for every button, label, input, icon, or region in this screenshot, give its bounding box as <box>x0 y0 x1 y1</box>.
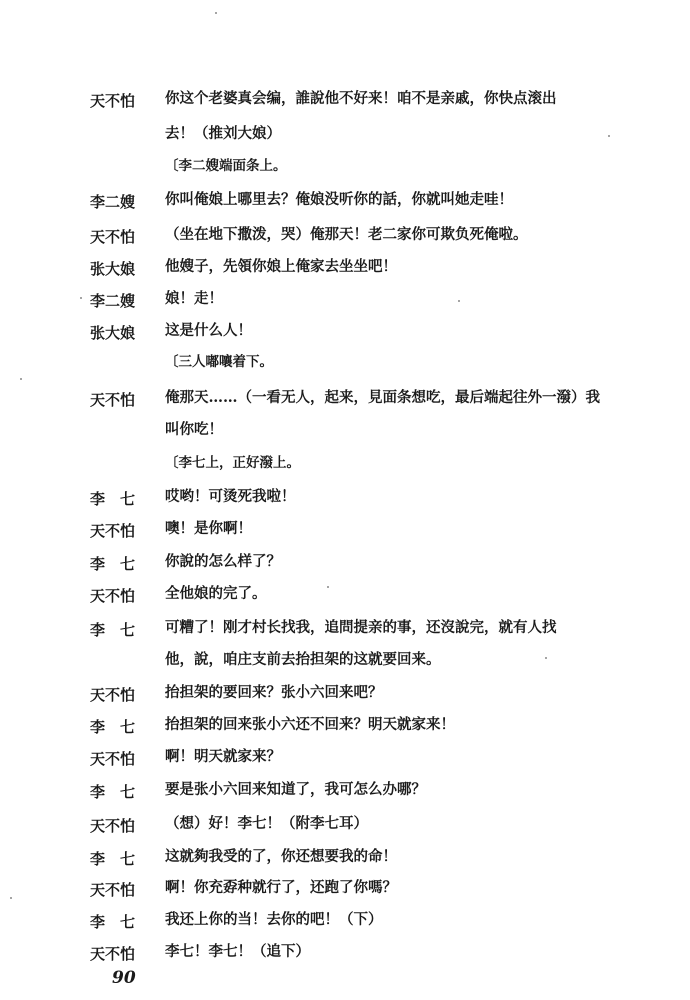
dialogue-line: 去！（推刘大娘） <box>165 125 281 142</box>
speaker-name: 李 七 <box>90 718 136 736</box>
scan-speck <box>327 586 329 588</box>
scan-speck <box>545 657 547 659</box>
speaker-name: 张大娘 <box>90 324 136 342</box>
speaker-name: 天不怕 <box>90 945 136 963</box>
speaker-name: 天不怕 <box>90 686 136 704</box>
speaker-name: 张大娘 <box>90 260 136 278</box>
dialogue-line: 抬担架的要回来？张小六回来吧？ <box>165 684 383 701</box>
speaker-name: 李二嫂 <box>90 193 136 211</box>
speaker-name: 李 七 <box>90 490 136 508</box>
dialogue-line: 噢！是你啊！ <box>165 520 252 537</box>
dialogue-line: 你說的怎么样了？ <box>165 553 281 570</box>
speaker-name: 李 七 <box>90 555 136 573</box>
dialogue-line: 啊！明天就家来？ <box>165 748 281 765</box>
dialogue-line: 娘！走！ <box>165 290 223 307</box>
dialogue-line: 你这个老婆真会编，誰說他不好来！咱不是亲戚，你快点滚出 <box>165 90 557 107</box>
speaker-name: 李二嫂 <box>90 292 136 310</box>
dialogue-line: （想）好！李七！（附李七耳） <box>165 815 368 832</box>
speaker-name: 李 七 <box>90 913 136 931</box>
speaker-name: 天不怕 <box>90 817 136 835</box>
scan-speck <box>458 300 460 302</box>
dialogue-line: 哎哟！可烫死我啦！ <box>165 488 296 505</box>
scan-speck <box>10 897 12 899</box>
speaker-name: 天不怕 <box>90 881 136 899</box>
dialogue-line: 啊！你充孬种就行了，还跑了你嗎？ <box>165 879 397 896</box>
speaker-name: 天不怕 <box>90 522 136 540</box>
stage-direction-text: 〔李二嫂端面条上。 <box>165 158 287 174</box>
dialogue-line: 李七！李七！（追下） <box>165 943 310 960</box>
speaker-name: 天不怕 <box>90 391 136 409</box>
dialogue-line: 抬担架的回来张小六还不回来？明天就家来！ <box>165 716 455 733</box>
dialogue-line: 这就夠我受的了，你还想要我的命！ <box>165 848 397 865</box>
speaker-name: 李 七 <box>90 621 136 639</box>
speaker-name: 李 七 <box>90 783 136 801</box>
dialogue-line: 要是张小六回来知道了，我可怎么办哪？ <box>165 781 426 798</box>
dialogue-line: 他嫂子，先領你娘上俺家去坐坐吧！ <box>165 258 397 275</box>
page-number: 90 <box>112 968 136 988</box>
scan-speck <box>80 297 82 299</box>
speaker-name: 李 七 <box>90 850 136 868</box>
scan-speck <box>215 12 217 14</box>
dialogue-line: 我还上你的当！去你的吧！（下） <box>165 911 383 928</box>
dialogue-line: （坐在地下撒泼，哭）俺那天！老二家你可欺负死俺啦。 <box>165 226 528 243</box>
speaker-name: 天不怕 <box>90 228 136 246</box>
dialogue-line: 可糟了！刚才村长找我，追問提亲的事，还沒說完，就有人找 <box>165 619 557 636</box>
speaker-name: 天不怕 <box>90 750 136 768</box>
dialogue-line: 俺那天……（一看无人，起来，見面条想吃，最后端起往外一潑）我 <box>165 389 600 406</box>
dialogue-line: 叫你吃！ <box>165 421 223 438</box>
speaker-name: 天不怕 <box>90 92 136 110</box>
scan-speck <box>20 378 22 380</box>
stage-direction-text: 〔李七上，正好潑上。 <box>165 455 300 471</box>
dialogue-line: 这是什么人！ <box>165 322 252 339</box>
dialogue-line: 你叫俺娘上哪里去？俺娘没听你的話，你就叫她走哇！ <box>165 191 513 208</box>
stage-direction-text: 〔三人嘟嚷着下。 <box>165 354 273 370</box>
dialogue-line: 他，說，咱庄支前去抬担架的这就要回来。 <box>165 651 441 668</box>
speaker-name: 天不怕 <box>90 587 136 605</box>
dialogue-line: 全他娘的完了。 <box>165 585 267 602</box>
scan-speck <box>608 135 610 137</box>
